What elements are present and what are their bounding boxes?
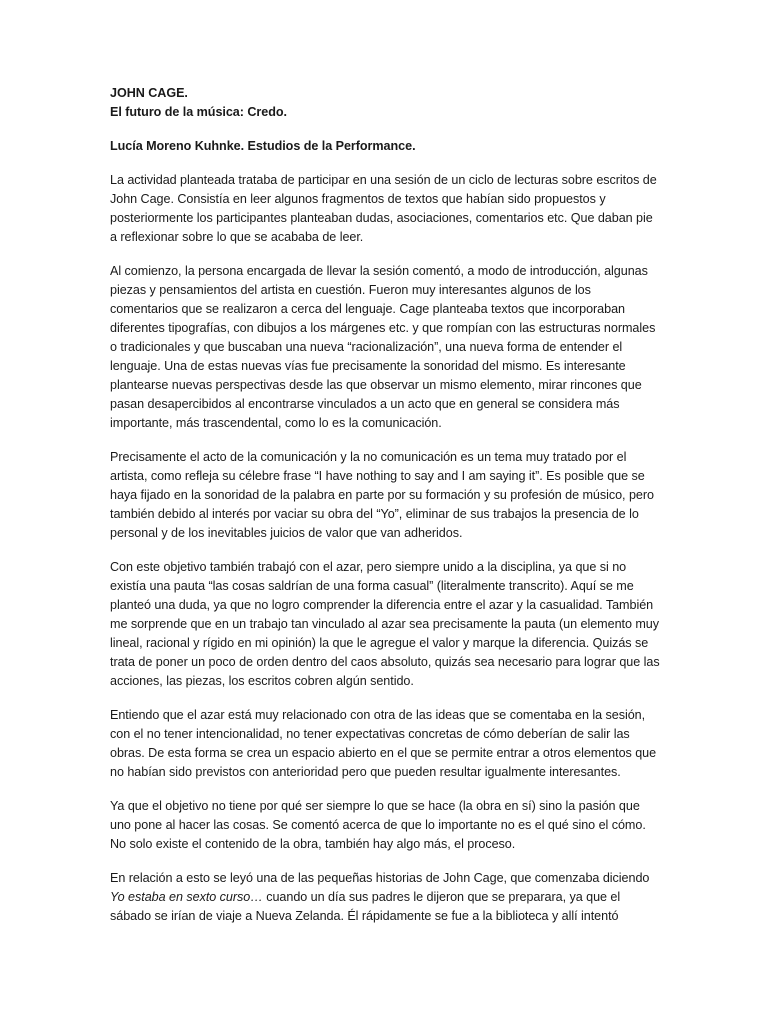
paragraph-6: Ya que el objetivo no tiene por qué ser siempre lo que se hace (la obra en sí) sino la pasión que uno pone al hacer las cosas. Se comentó acerca de que lo importante no es el qué sino el cómo. No solo existe el contenido de la obra, también hay algo más, el proceso.: [110, 799, 646, 851]
title-line-2: El futuro de la música: Credo.: [110, 105, 287, 119]
author-line: Lucía Moreno Kuhnke. Estudios de la Performance.: [110, 139, 416, 153]
paragraph-1: La actividad planteada trataba de participar en una sesión de un ciclo de lecturas sobre escritos de John Cage. Consistía en leer algunos fragmentos de textos que habían sido propuestos y posteriormente los participantes planteaban dudas, asociaciones, comentarios etc. Que daban pie a reflexionar sobre lo que se acababa de leer.: [110, 173, 657, 244]
paragraph-7: [110, 869, 660, 926]
paragraph-7-start: En relación a esto se leyó una de las pequeñas historias de John Cage, que comenzaba diciendo: [110, 871, 650, 885]
paragraph-3: Precisamente el acto de la comunicación y la no comunicación es un tema muy tratado por el artista, como refleja su célebre frase “I have nothing to say and I am saying it”. Es posible que se haya fijado en la sonoridad de la palabra en parte por su formación y su profesión de músico, pero también debido al interés por vaciar su obra del “Yo”, eliminar de sus trabajos la presencia de lo personal y de los inevitables juicios de valor que van adheridos.: [110, 450, 654, 540]
title-line-1: JOHN CAGE.: [110, 86, 188, 100]
paragraph-4: Con este objetivo también trabajó con el azar, pero siempre unido a la disciplina, ya que si no existía una pauta “las cosas saldrían de una forma casual” (literalmente transcrito). Aquí se me planteó una duda, ya que no logro comprender la diferencia entre el azar y la casualidad. También me sorprende que en un trabajo tan vinculado al azar sea precisamente la pauta (un elemento muy lineal, racional y rígido en mi opinión) la que le agregue el valor y marque la diferencia. Quizás se trata de poner un poco de orden dentro del caos absoluto, quizás sea necesario para lograr que las acciones, las piezas, los escritos cobren algún sentido.: [110, 560, 660, 688]
paragraph-2: Al comienzo, la persona encargada de llevar la sesión comentó, a modo de introducción, algunas piezas y pensamientos del artista en cuestión. Fueron muy interesantes algunos de los comentarios que se realizaron a cerca del lenguaje. Cage planteaba textos que incorporaban diferentes tipografías, con dibujos a los márgenes etc. y que rompían con las estructuras normales o tradicionales y que buscaban una nueva “racionalización”, una nueva forma de entender el lenguaje. Una de estas nuevas vías fue precisamente la sonoridad del mismo. Es interesante plantearse nuevas perspectivas desde las que observar un mismo elemento, mirar rincones que pasan desapercibidos al encontrarse vinculados a un acto que en general se considera más importante, más trascendental, como lo es la comunicación.: [110, 264, 656, 430]
paragraph-5: Entiendo que el azar está muy relacionado con otra de las ideas que se comentaba en la sesión, con el no tener intencionalidad, no tener expectativas concretas de cómo deberían de salir las obras. De esta forma se crea un espacio abierto en el que se permite entrar a otros elementos que no habían sido previstos con anterioridad pero que pueden resultar igualmente interesantes.: [110, 708, 657, 779]
document-page: [110, 84, 660, 941]
title-block: [110, 84, 660, 122]
paragraph-7-italic: Yo estaba en sexto curso…: [110, 890, 263, 904]
paragraph-7-end: cuando un día sus padres le dijeron que se preparara, ya que el sábado se irían de viaje a Nueva Zelanda. Él rápidamente se fue a la biblioteca y allí intentó: [110, 890, 621, 923]
